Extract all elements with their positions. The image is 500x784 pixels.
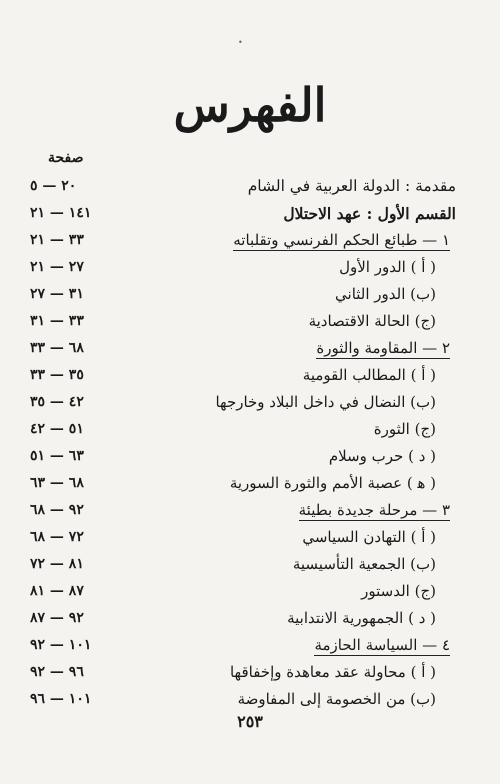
toc-subentry xyxy=(0,255,500,282)
toc-entry-pages: ٧٢ — ٦٨ xyxy=(30,529,84,545)
toc-entry-pages: ٦٨ — ٣٣ xyxy=(30,340,84,356)
toc-entry-pages: ٣١ — ٢٧ xyxy=(30,286,84,302)
toc-entry-pages: ٦٨ — ٦٣ xyxy=(30,475,84,491)
toc-entry-label: (ب) الجمعية التأسيسية xyxy=(292,555,436,573)
toc-entry-pages: ٢٧ — ٢١ xyxy=(30,259,84,275)
toc-chapter xyxy=(0,498,500,525)
toc-entry-pages: ٦٣ — ٥١ xyxy=(30,448,84,464)
toc-subentry xyxy=(0,525,500,552)
toc-entry-pages: ٩٢ — ٦٨ xyxy=(30,502,84,518)
table-of-contents xyxy=(0,174,500,714)
toc-subentry xyxy=(0,282,500,309)
toc-entry-label: ( أ ) الدور الأول xyxy=(339,258,436,276)
toc-entry-pages: ٢٠ — ٥ xyxy=(30,178,77,194)
toc-entry-label: ( ﻫ ) عصبة الأمم والثورة السورية xyxy=(229,474,436,492)
toc-chapter xyxy=(0,336,500,363)
toc-subentry xyxy=(0,660,500,687)
toc-entry-pages: ٥١ — ٤٢ xyxy=(30,421,84,437)
toc-entry-pages: ١٤١ — ٢١ xyxy=(30,205,92,221)
toc-entry-label: ( د ) الجمهورية الانتدابية xyxy=(287,609,436,627)
toc-entry-label: القسم الأول : عهد الاحتلال xyxy=(283,204,456,223)
toc-entry-label: (ج) الحالة الاقتصادية xyxy=(308,312,436,330)
page-title: الفهرس xyxy=(173,78,327,132)
toc-chapter xyxy=(0,633,500,660)
page-number: ٢٥٣ xyxy=(237,712,263,731)
toc-entry-pages: ١٠١ — ٩٦ xyxy=(30,691,92,707)
toc-entry-label: (ج) الثورة xyxy=(373,420,436,438)
toc-entry-label: ( أ ) محاولة عقد معاهدة وإخفاقها xyxy=(229,663,436,681)
toc-subentry xyxy=(0,363,500,390)
toc-entry-label: ( د ) حرب وسلام xyxy=(328,447,436,465)
ornament-dot: • xyxy=(238,38,243,47)
toc-entry-pages: ٩٢ — ٨٧ xyxy=(30,610,84,626)
toc-entry-label: ١ — طبائع الحكم الفرنسي وتقلباته xyxy=(233,231,450,249)
toc-subentry xyxy=(0,606,500,633)
toc-section xyxy=(0,201,500,228)
toc-entry-label: مقدمة : الدولة العربية في الشام xyxy=(247,177,456,195)
toc-entry-label: ( أ ) التهادن السياسي xyxy=(302,528,436,546)
toc-entry-label: (ب) من الخصومة إلى المفاوضة xyxy=(237,690,436,708)
toc-subentry xyxy=(0,444,500,471)
toc-subentry xyxy=(0,579,500,606)
toc-entry-label: ( أ ) المطالب القومية xyxy=(302,366,436,384)
toc-entry xyxy=(0,174,500,201)
toc-entry-label: ٢ — المقاومة والثورة xyxy=(316,339,450,357)
toc-entry-pages: ٣٣ — ٢١ xyxy=(30,232,84,248)
toc-entry-pages: ١٠١ — ٩٢ xyxy=(30,637,92,653)
toc-subentry xyxy=(0,471,500,498)
toc-subentry xyxy=(0,309,500,336)
toc-subentry xyxy=(0,417,500,444)
toc-subentry xyxy=(0,390,500,417)
page-column-header: صفحة xyxy=(48,150,84,166)
toc-entry-pages: ٣٥ — ٣٣ xyxy=(30,367,84,383)
toc-entry-pages: ٣٣ — ٣١ xyxy=(30,313,84,329)
toc-entry-pages: ٤٢ — ٣٥ xyxy=(30,394,84,410)
toc-entry-label: (ب) النضال في داخل البلاد وخارجها xyxy=(215,393,436,411)
toc-entry-label: ٣ — مرحلة جديدة بطيئة xyxy=(298,501,450,519)
toc-entry-pages: ٨٧ — ٨١ xyxy=(30,583,84,599)
toc-entry-pages: ٨١ — ٧٢ xyxy=(30,556,84,572)
toc-chapter xyxy=(0,228,500,255)
toc-entry-label: (ج) الدستور xyxy=(361,582,436,600)
toc-subentry xyxy=(0,687,500,714)
toc-entry-label: (ب) الدور الثاني xyxy=(335,285,436,303)
toc-entry-pages: ٩٦ — ٩٢ xyxy=(30,664,84,680)
toc-subentry xyxy=(0,552,500,579)
toc-entry-label: ٤ — السياسة الحازمة xyxy=(314,636,450,654)
